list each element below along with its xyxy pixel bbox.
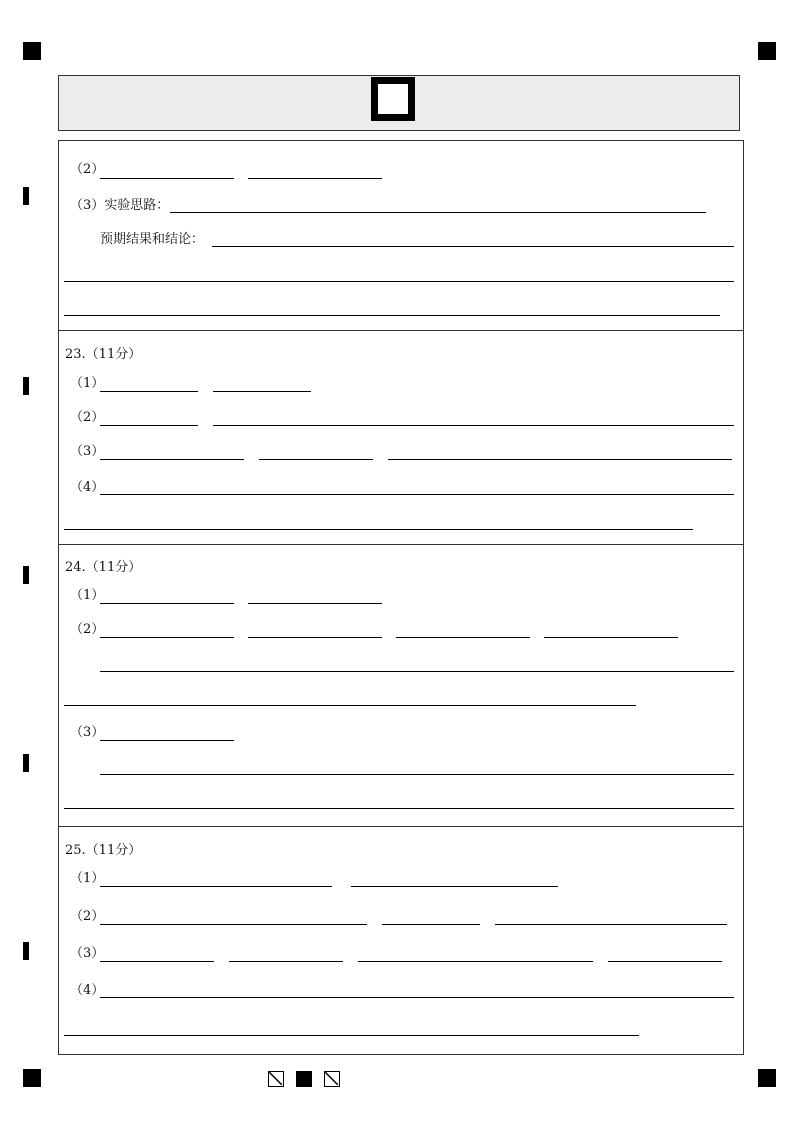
answer-line[interactable] bbox=[248, 603, 382, 604]
answer-line[interactable] bbox=[351, 886, 558, 887]
answer-line[interactable] bbox=[64, 705, 636, 706]
corner-mark-top-left bbox=[23, 42, 41, 60]
side-timing-mark bbox=[23, 566, 29, 584]
answer-line[interactable] bbox=[64, 315, 720, 316]
q25-item-3-label: （3） bbox=[70, 946, 105, 961]
answer-line[interactable] bbox=[100, 425, 198, 426]
answer-line[interactable] bbox=[213, 425, 734, 426]
answer-line[interactable] bbox=[396, 637, 530, 638]
answer-line[interactable] bbox=[388, 459, 732, 460]
answer-line[interactable] bbox=[495, 924, 727, 925]
q23-item-3-label: （3） bbox=[70, 444, 105, 459]
answer-line[interactable] bbox=[100, 924, 367, 925]
header-square-mark bbox=[371, 77, 415, 121]
answer-line[interactable] bbox=[544, 637, 678, 638]
question-24-heading: 24.（11分） bbox=[65, 560, 142, 575]
answer-line[interactable] bbox=[100, 997, 734, 998]
footer-slashed-box-mark bbox=[268, 1071, 284, 1087]
answer-line[interactable] bbox=[64, 1035, 639, 1036]
answer-line[interactable] bbox=[358, 961, 593, 962]
answer-line[interactable] bbox=[100, 886, 332, 887]
footer-slashed-box-mark bbox=[324, 1071, 340, 1087]
corner-mark-bottom-left bbox=[23, 1069, 41, 1087]
footer-solid-box-mark bbox=[296, 1071, 312, 1087]
question-25-heading: 25.（11分） bbox=[65, 843, 142, 858]
q23-item-2-label: （2） bbox=[70, 410, 105, 425]
side-timing-mark bbox=[23, 942, 29, 960]
answer-line[interactable] bbox=[100, 459, 244, 460]
expected-result-label: 预期结果和结论： bbox=[100, 232, 205, 247]
answer-line[interactable] bbox=[170, 212, 706, 213]
q25-item-2-label: （2） bbox=[70, 909, 105, 924]
q2-label: （2） bbox=[70, 162, 105, 177]
answer-line[interactable] bbox=[229, 961, 343, 962]
q3-experiment-label: （3）实验思路： bbox=[70, 198, 170, 213]
answer-line[interactable] bbox=[64, 529, 693, 530]
answer-line[interactable] bbox=[212, 246, 734, 247]
answer-section-25 bbox=[58, 826, 744, 1055]
q25-item-4-label: （4） bbox=[70, 983, 105, 998]
question-23-heading: 23.（11分） bbox=[65, 347, 142, 362]
q23-item-4-label: （4） bbox=[70, 480, 105, 495]
side-timing-mark bbox=[23, 187, 29, 205]
answer-section-24 bbox=[58, 544, 744, 827]
q24-item-2-label: （2） bbox=[70, 622, 105, 637]
q25-item-1-label: （1） bbox=[70, 871, 105, 886]
corner-mark-top-right bbox=[758, 42, 776, 60]
answer-line[interactable] bbox=[100, 603, 234, 604]
answer-line[interactable] bbox=[259, 459, 373, 460]
answer-line[interactable] bbox=[100, 774, 734, 775]
answer-line[interactable] bbox=[100, 391, 198, 392]
q23-item-1-label: （1） bbox=[70, 376, 105, 391]
answer-line[interactable] bbox=[64, 808, 734, 809]
side-timing-mark bbox=[23, 754, 29, 772]
answer-line[interactable] bbox=[100, 178, 234, 179]
answer-line[interactable] bbox=[382, 924, 480, 925]
answer-line[interactable] bbox=[100, 961, 214, 962]
side-timing-mark bbox=[23, 377, 29, 395]
answer-line[interactable] bbox=[100, 494, 734, 495]
answer-line[interactable] bbox=[248, 637, 382, 638]
corner-mark-bottom-right bbox=[758, 1069, 776, 1087]
answer-line[interactable] bbox=[100, 671, 734, 672]
answer-line[interactable] bbox=[608, 961, 722, 962]
answer-section-23 bbox=[58, 330, 744, 545]
answer-line[interactable] bbox=[100, 637, 234, 638]
answer-line[interactable] bbox=[64, 281, 734, 282]
answer-line[interactable] bbox=[213, 391, 311, 392]
answer-line[interactable] bbox=[100, 740, 234, 741]
q24-item-3-label: （3） bbox=[70, 725, 105, 740]
answer-line[interactable] bbox=[248, 178, 382, 179]
q24-item-1-label: （1） bbox=[70, 588, 105, 603]
